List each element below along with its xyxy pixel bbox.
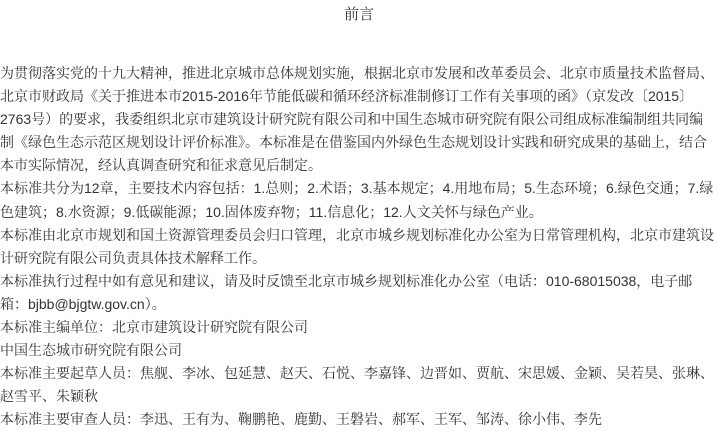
text-line: 色建筑；8.水资源；9.低碳能源；10.固体废弃物；11.信息化；12.人文关怀与绿色产业。 bbox=[0, 203, 543, 220]
text-line: 为贯彻落实党的十九大精神，推进北京城市总体规划实施，根据北京市发展和改革委员会、北京市质量技术监督局、 bbox=[0, 65, 714, 81]
text-line: 本标准主要起草人员：焦舰、李冰、包延慧、赵天、石悦、李嘉锋、边晋如、贾航、宋思媛、金颖、吴若昊、张琳、 bbox=[0, 365, 714, 382]
text-line: 本标准执行过程中如有意见和建议，请及时反馈至北京市城乡规划标准化办公室（电话：010-68015038，电子邮 bbox=[0, 272, 693, 289]
document-body bbox=[0, 62, 718, 431]
text-line: 本标准共分为12章，主要技术内容包括：1.总则；2.术语；3.基本规定；4.用地布局；5.生态环境；6.绿色交通；7.绿 bbox=[0, 180, 714, 197]
text-line: 本标准由北京市规划和国土资源管理委员会归口管理，北京市城乡规划标准化办公室为日常管理机构，北京市建筑设 bbox=[0, 226, 714, 243]
text-line: 计研究院有限公司负责具体技术解释工作。 bbox=[0, 249, 266, 266]
text-line: 赵雪平、朱颖秋 bbox=[0, 388, 98, 405]
text-line: 制《绿色生态示范区规划设计评价标准》。本标准是在借鉴国内外绿色生态规划设计实践和研究成果的基础上，结合 bbox=[0, 134, 707, 151]
text-line: 本标准主编单位：北京市建筑设计研究院有限公司 bbox=[0, 319, 308, 336]
text-line: 本市实际情况，经认真调查研究和征求意见后制定。 bbox=[0, 157, 322, 174]
text-line: 北京市财政局《关于推进本市2015-2016年节能低碳和循环经济标准制修订工作有关事项的函》（京发改〔2015〕 bbox=[0, 88, 694, 105]
text-line: 本标准主要审查人员：李迅、王有为、鞠鹏艳、鹿勤、王磐岩、郝军、王军、邹涛、徐小伟、李先 bbox=[0, 411, 602, 428]
text-line: 箱：bjbb@bjgtw.gov.cn）。 bbox=[0, 295, 166, 312]
text-line: 2763号）的要求，我委组织北京市建筑设计研究院有限公司和中国生态城市研究院有限公司组成标准编制组共同编 bbox=[0, 111, 704, 128]
text-line: 中国生态城市研究院有限公司 bbox=[0, 342, 182, 359]
page-title: 前言 bbox=[343, 6, 374, 23]
